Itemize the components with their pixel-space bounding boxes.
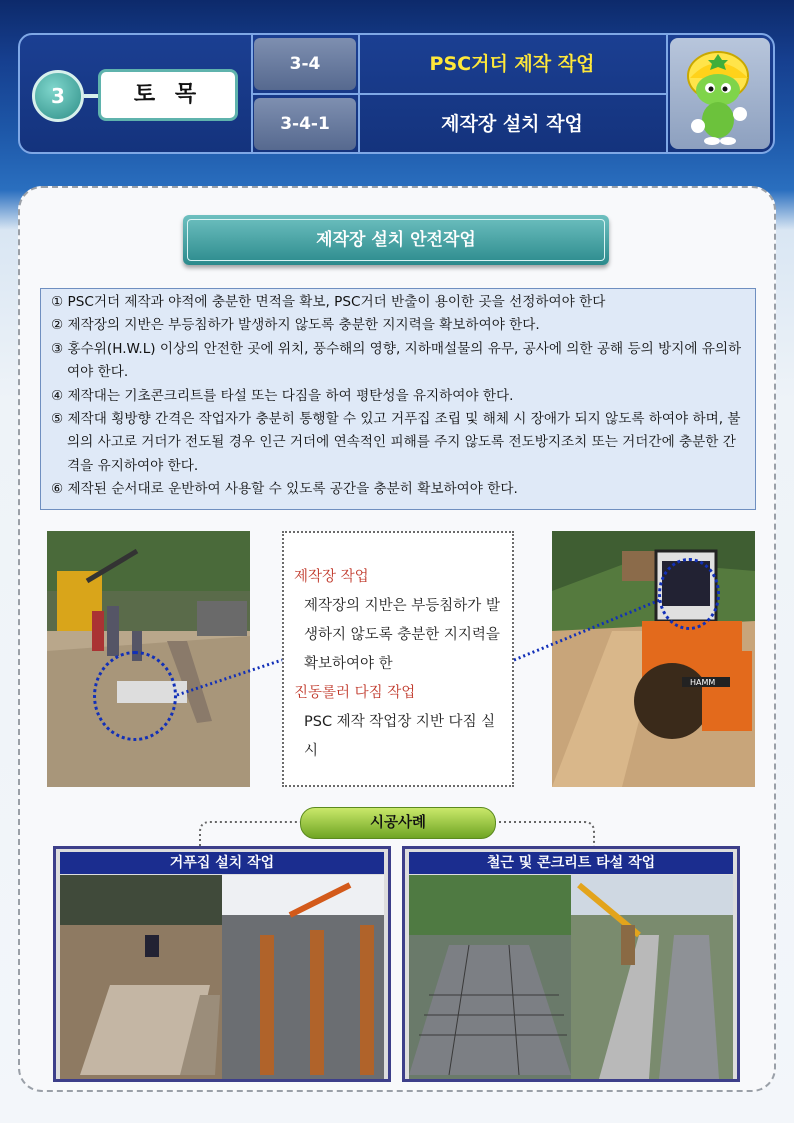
chapter-number-badge: 3 [32,70,84,122]
rule-item: ⑤ 제작대 횡방향 간격은 작업자가 충분히 통행할 수 있고 거푸집 조립 및 해체 시 장애가 되지 않도록 하여야 하며, 불의의 사고로 거더가 전도될 경우 인근 거더에 연속적인 피해를 주지 않도록 전도방지조치 또는 거더간에 충분한 간격을 유지하여야 한다. [51,411,741,474]
callout-body: 제작장의 지반은 부등침하가 발생하지 않도록 충분한 지지력을 확보하여야 한 [304,598,500,672]
section-heading-text: 제작장 설치 안전작업 [187,219,605,261]
examples-label: 시공사례 [300,807,496,839]
rule-item: ④ 제작대는 기초콘크리트를 타설 또는 다짐을 하여 평탄성을 유지하여야 한다. [51,387,514,404]
callout-body: PSC 제작 작업장 지반 다짐 실시 [304,714,496,759]
formwork-photo [60,875,384,1079]
subsection-code: 3-4-1 [254,98,356,150]
subsection-title: 제작장 설치 작업 [441,113,583,135]
panel-caption: 철근 및 콘크리트 타설 작업 [409,852,733,874]
rule-item: ② 제작장의 지반은 부등침하가 발생하지 않도록 충분한 지지력을 확보하여야 한다. [51,317,540,334]
category-label: 토 목 [98,69,238,121]
rule-item: ⑥ 제작된 순서대로 운반하여 사용할 수 있도록 공간을 충분히 확보하여야 한다. [51,481,518,498]
section-title: PSC거더 제작 작업 [429,53,595,75]
rebar-photo [409,875,733,1079]
rule-item: ① PSC거더 제작과 야적에 충분한 면적을 확보, PSC거더 반출이 용이한 곳을 선정하여야 한다 [51,294,606,310]
rebar-concrete-panel [402,846,740,1082]
callout-heading: 제작장 작업 [294,569,369,585]
roller-brand: HAMM [690,678,716,687]
callout-heading: 진동롤러 다짐 작업 [294,685,416,701]
panel-caption: 거푸집 설치 작업 [60,852,384,874]
formwork-panel [53,846,391,1082]
rule-item: ③ 홍수위(H.W.L) 이상의 안전한 곳에 위치, 풍수해의 영향, 지하매설물의 유무, 공사에 의한 공해 등의 방지에 유의하여야 한다. [51,340,742,381]
section-code: 3-4 [254,38,356,90]
